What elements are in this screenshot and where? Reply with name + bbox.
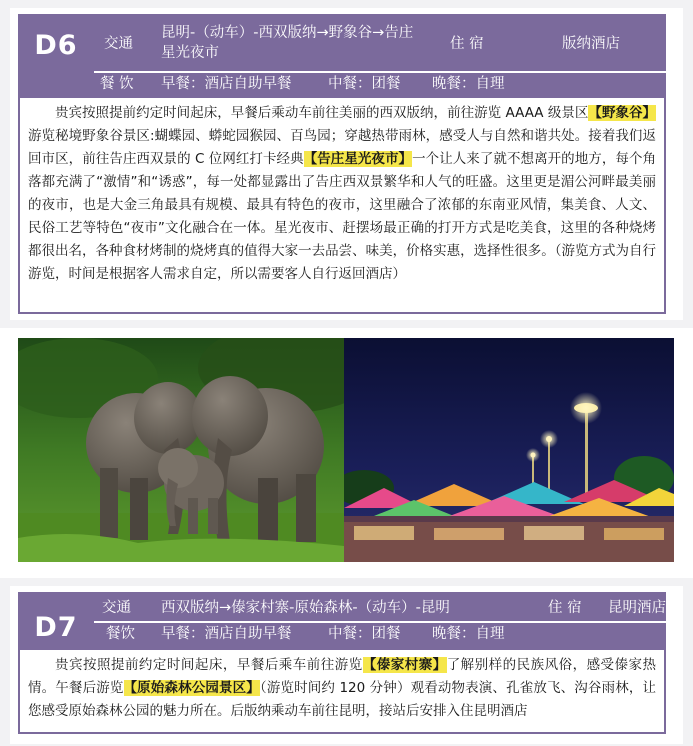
day-label: D7 [34, 611, 78, 643]
meal-label: 餐饮 [106, 626, 135, 642]
hotel-name: 昆明酒店 [608, 600, 666, 616]
d6-highlight-yexianggu: 【野象谷】 [588, 105, 657, 121]
d6-description [18, 96, 666, 314]
lunch-text: 中餐：团餐 [328, 626, 401, 642]
d7-text-3: （游览时间约 120 分钟）观看动物表演、孔雀放飞、沟谷雨林，让您感受原始森林公园的魅力所在。后版纳乘动车前往昆明，接站后安排入住昆明酒店 [28, 680, 656, 719]
d7-text-1: 贵宾按照提前约定时间起床，早餐后乘车前往游览 [55, 657, 363, 673]
day-label: D6 [34, 29, 78, 61]
elephants-photo [18, 338, 344, 562]
d7-highlight-forest-park: 【原始森林公园景区】 [123, 680, 260, 696]
meal-label: 餐 饮 [100, 76, 134, 92]
transport-label: 交通 [102, 600, 131, 616]
d6-text-3: 一个让人来了就不想离开的地方，每个角落都充满了“激情”和“诱惑”，每一处都显露出了告庄西双景繁华和人气的旺盛。这里更是湄公河畔最美丽的夜市，也是大金三角最具有规模、最具有特色的夜市，这里融合了浓郁的东南亚风情，集美食、人文、民俗工艺等特色“夜市”文化融合在一体。星光夜市、赶摆场最正确的打开方式是吃美食，这里的各种烧烤都很出名，各种食材烤制的烧烤真的值得大家一去品尝、味美，价格实惠，选择性很多。（游览方式为自行游览，时间是根据客人需求自定，所以需要客人自行返回酒店） [28, 151, 657, 282]
route-text: 昆明-（动车）-西双版纳→野象谷→告庄星光夜市 [161, 25, 414, 61]
d6-text-1: 贵宾按照提前约定时间起床，早餐后乘动车前往美丽的西双版纳，前往游览 AAAA 级景区 [55, 105, 589, 121]
d7-header [18, 592, 666, 648]
d6-header [18, 14, 666, 96]
lunch-text: 中餐：团餐 [328, 76, 401, 92]
night-market-photo [344, 338, 674, 562]
d7-highlight-village: 【傣家村寨】 [362, 657, 447, 673]
breakfast-text: 早餐：酒店自助早餐 [161, 626, 292, 642]
dinner-text: 晚餐：自理 [432, 626, 505, 642]
d7-paragraph [28, 654, 656, 723]
d7-text-2: 了解别样的民族风俗，感受傣家热情。午餐后游览 [28, 657, 657, 696]
header-divider [94, 71, 666, 73]
breakfast-text: 早餐：酒店自助早餐 [161, 76, 292, 92]
d6-text-2: 游览秘境野象谷景区:蝴蝶园、蟒蛇园猴园、百鸟园；穿越热带雨林，感受人与自然和谐共处。接着我们返回市区，前往告庄西双景的 C 位网红打卡经典 [28, 128, 656, 167]
elephants-image [18, 338, 344, 562]
stay-label: 住 宿 [548, 600, 582, 616]
header-divider [94, 621, 666, 623]
transport-label: 交通 [104, 36, 133, 52]
dinner-text: 晚餐：自理 [432, 76, 505, 92]
stay-label: 住 宿 [450, 36, 484, 52]
d7-description [18, 648, 666, 734]
hotel-name: 版纳酒店 [562, 36, 620, 52]
route-text: 西双版纳→傣家村寨-原始森林-（动车）-昆明 [161, 600, 450, 616]
d6-highlight-night-market: 【告庄星光夜市】 [303, 151, 413, 167]
d6-paragraph [28, 102, 656, 286]
night-market-image [344, 338, 674, 562]
